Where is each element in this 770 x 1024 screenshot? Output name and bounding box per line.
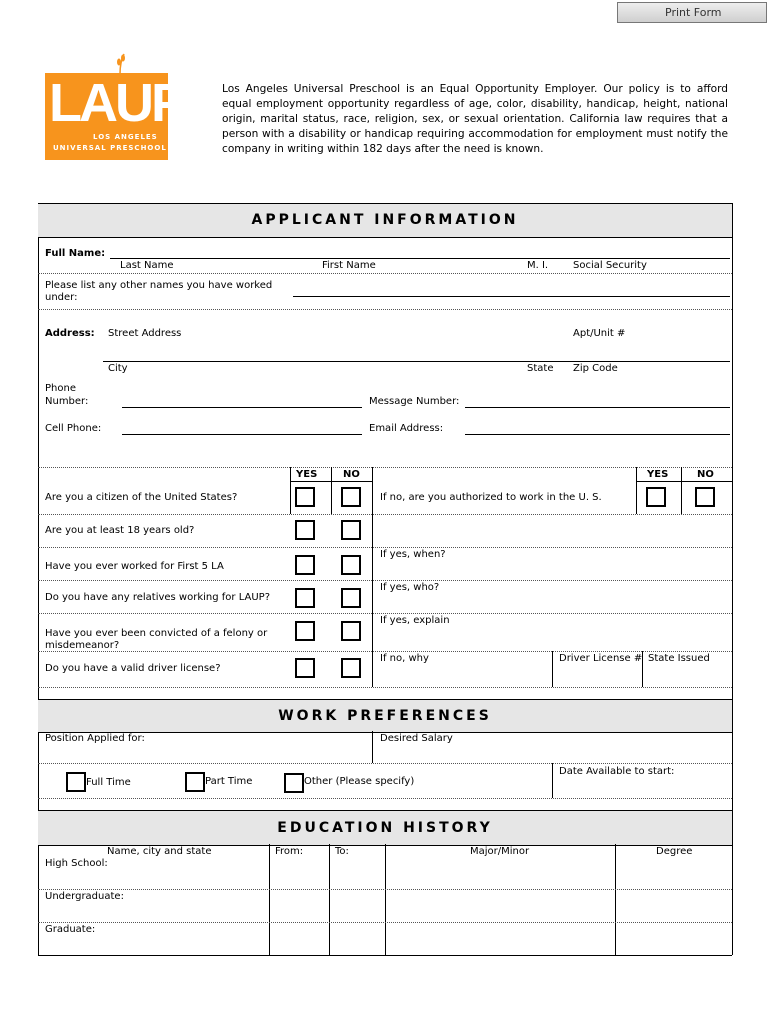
cell-phone-label: Cell Phone: <box>45 423 102 434</box>
yes-header: YES <box>296 469 318 480</box>
license-number-label: Driver License # <box>559 653 643 664</box>
felony-explain-label: If yes, explain <box>380 615 450 626</box>
work-section-header <box>38 699 732 733</box>
no-header: NO <box>343 469 360 480</box>
full-name-label: Full Name: <box>45 248 106 259</box>
edu-col-degree: Degree <box>656 846 693 857</box>
no-header-right: NO <box>697 469 714 480</box>
felony-no-checkbox[interactable] <box>341 621 361 641</box>
relatives-yes-checkbox[interactable] <box>295 588 315 608</box>
policy-line: origin, marital status, race, religion, sex, or sexual orientation. California law requires that a <box>222 113 728 125</box>
full-time-checkbox[interactable] <box>66 772 86 792</box>
edu-row-graduate: Graduate: <box>45 924 96 935</box>
mi-label: M. I. <box>527 260 549 271</box>
other-names-label: Please list any other names you have worked <box>45 280 273 291</box>
logo-line2: UNIVERSAL PRESCHOOL <box>53 144 167 152</box>
zip-code-label: Zip Code <box>573 363 618 374</box>
edu-col-name: Name, city and state <box>107 846 212 857</box>
first5-when-label: If yes, when? <box>380 549 446 560</box>
relatives-no-checkbox[interactable] <box>341 588 361 608</box>
laup-logo <box>45 73 184 160</box>
license-no-checkbox[interactable] <box>341 658 361 678</box>
license-question: Do you have a valid driver license? <box>45 663 221 674</box>
policy-line: equal employment opportunity regardless of age, color, disability, handicap, height, national <box>222 98 728 110</box>
felony-question-2: misdemeanor? <box>45 640 120 651</box>
first5-yes-checkbox[interactable] <box>295 555 315 575</box>
wheat-icon <box>112 52 128 74</box>
policy-line: person with a disability or handicap requiring accommodation for employment must notify the <box>222 128 728 140</box>
full-time-label: Full Time <box>86 777 131 788</box>
address-label: Address: <box>45 328 95 339</box>
phone-label-2: Number: <box>45 396 89 407</box>
citizen-no-checkbox[interactable] <box>341 487 361 507</box>
position-label: Position Applied for: <box>45 733 145 744</box>
age-yes-checkbox[interactable] <box>295 520 315 540</box>
logo-main-text: LAUP <box>49 73 184 133</box>
applicant-section-title: APPLICANT INFORMATION <box>251 212 519 228</box>
print-form-label: Print Form <box>665 6 722 19</box>
relatives-question: Do you have any relatives working for LAUP? <box>45 592 271 603</box>
message-number-label: Message Number: <box>369 396 460 407</box>
felony-question: Have you ever been convicted of a felony or <box>45 628 268 639</box>
edu-col-major: Major/Minor <box>470 846 530 857</box>
street-address-label: Street Address <box>108 328 182 339</box>
education-section-header <box>38 810 732 846</box>
apt-unit-label: Apt/Unit # <box>573 328 626 339</box>
state-issued-label: State Issued <box>648 653 710 664</box>
other-names-field[interactable] <box>293 296 730 297</box>
first5-no-checkbox[interactable] <box>341 555 361 575</box>
phone-field[interactable] <box>122 407 362 408</box>
authorized-question: If no, are you authorized to work in the U. S. <box>380 492 602 503</box>
license-yes-checkbox[interactable] <box>295 658 315 678</box>
print-form-button[interactable] <box>617 2 767 23</box>
age-no-checkbox[interactable] <box>341 520 361 540</box>
authorized-no-checkbox[interactable] <box>695 487 715 507</box>
applicant-section-header <box>38 203 732 238</box>
date-available-label: Date Available to start: <box>559 766 675 777</box>
edu-row-high-school: High School: <box>45 858 108 869</box>
work-section-title: WORK PREFERENCES <box>278 708 492 724</box>
yes-header-right: YES <box>647 469 669 480</box>
other-label: Other (Please specify) <box>304 776 415 787</box>
relatives-who-label: If yes, who? <box>380 582 440 593</box>
logo-line1: LOS ANGELES <box>93 133 158 141</box>
policy-line: Los Angeles Universal Preschool is an Equal Opportunity Employer. Our policy is to afford <box>222 83 728 95</box>
other-names-label-2: under: <box>45 292 78 303</box>
salary-label: Desired Salary <box>380 733 453 744</box>
authorized-yes-checkbox[interactable] <box>646 487 666 507</box>
email-field[interactable] <box>465 434 730 435</box>
ssn-label: Social Security <box>573 260 647 271</box>
city-label: City <box>108 363 128 374</box>
email-label: Email Address: <box>369 423 444 434</box>
phone-label: Phone <box>45 383 76 394</box>
last-name-label: Last Name <box>120 260 174 271</box>
edu-col-from: From: <box>275 846 304 857</box>
first-name-label: First Name <box>322 260 376 271</box>
cell-phone-field[interactable] <box>122 434 362 435</box>
age-question: Are you at least 18 years old? <box>45 525 195 536</box>
education-section-title: EDUCATION HISTORY <box>277 820 493 836</box>
message-number-field[interactable] <box>465 407 730 408</box>
edu-col-to: To: <box>335 846 349 857</box>
felony-yes-checkbox[interactable] <box>295 621 315 641</box>
part-time-checkbox[interactable] <box>185 772 205 792</box>
citizen-yes-checkbox[interactable] <box>295 487 315 507</box>
first5-question: Have you ever worked for First 5 LA <box>45 561 224 572</box>
other-checkbox[interactable] <box>284 773 304 793</box>
citizen-question: Are you a citizen of the United States? <box>45 492 238 503</box>
part-time-label: Part Time <box>205 776 253 787</box>
edu-row-undergraduate: Undergraduate: <box>45 891 124 902</box>
eeo-policy <box>222 82 728 157</box>
state-label: State <box>527 363 554 374</box>
policy-line: company in writing within 182 days after the need is known. <box>222 143 544 155</box>
license-why-label: If no, why <box>380 653 429 664</box>
street-address-field[interactable] <box>103 361 730 362</box>
